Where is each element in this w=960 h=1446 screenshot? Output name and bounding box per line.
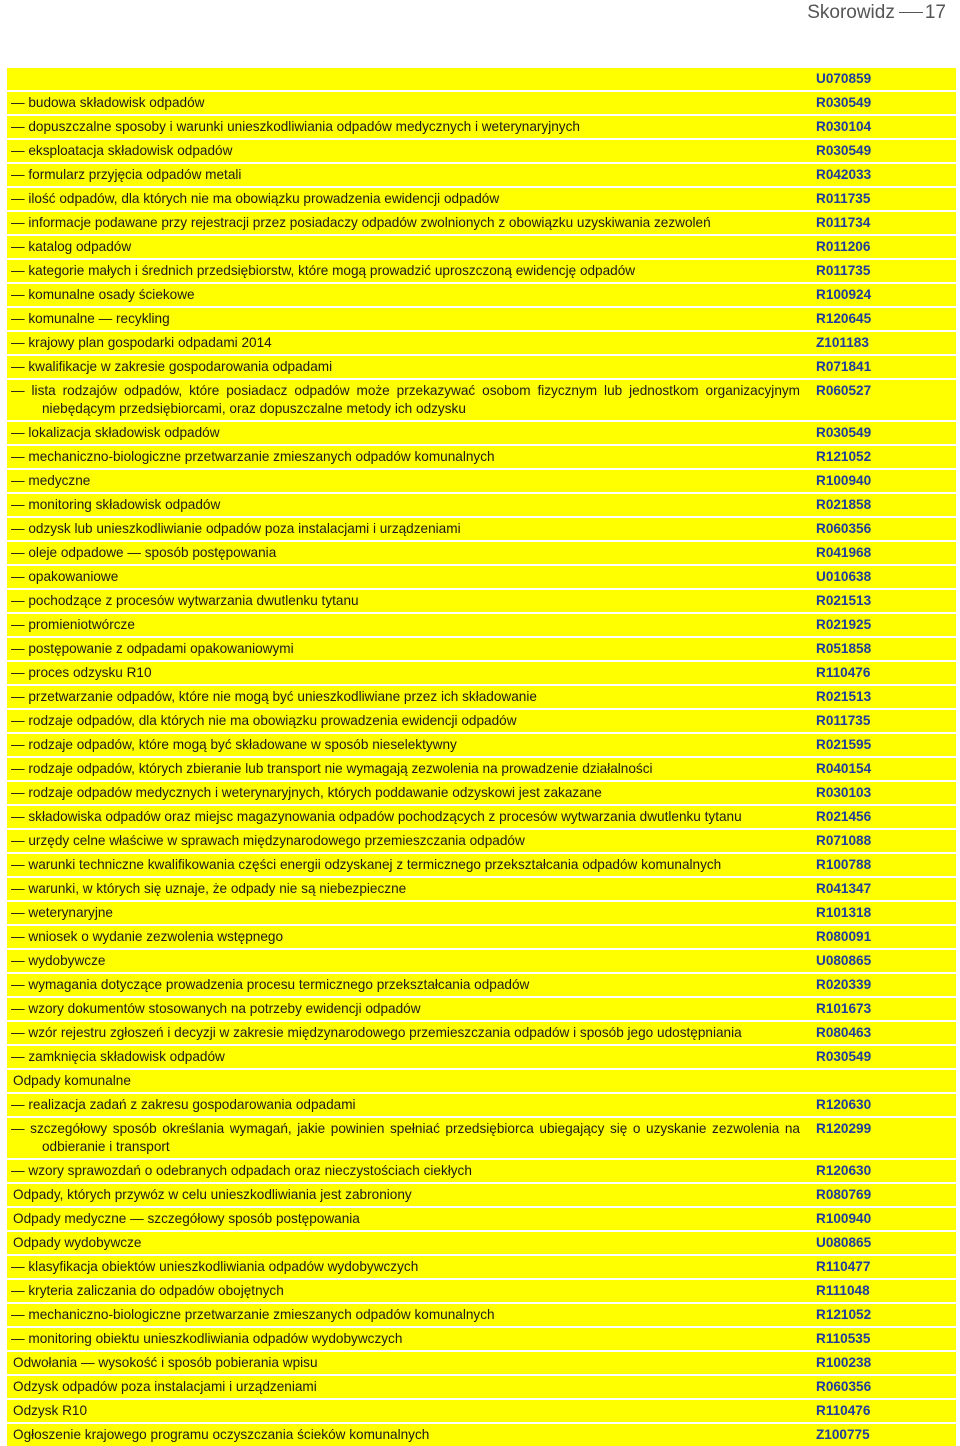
entry-text: Odpady medyczne — szczegółowy sposób postępowania xyxy=(13,1211,360,1226)
entry-reference-code: R030103 xyxy=(808,782,956,804)
entry-reference-code xyxy=(808,1070,956,1092)
entry-text: Odpady wydobywcze xyxy=(13,1235,142,1250)
index-subentry xyxy=(7,1256,808,1278)
page-header xyxy=(807,0,960,30)
entry-reference-code: R051858 xyxy=(808,638,956,660)
entry-text: Odzysk odpadów poza instalacjami i urządzeniami xyxy=(13,1379,317,1394)
index-subentry xyxy=(7,566,808,588)
entry-text: — katalog odpadów xyxy=(11,239,132,254)
entry-text: — eksploatacja składowisk odpadów xyxy=(11,143,233,158)
index-subentry xyxy=(7,212,808,234)
index-entry xyxy=(7,1184,808,1206)
index-subentry xyxy=(7,782,808,804)
entry-reference-code: R030549 xyxy=(808,422,956,444)
index-subentry xyxy=(7,1280,808,1302)
entry-text: — kwalifikacje w zakresie gospodarowania odpadami xyxy=(11,359,333,374)
entry-reference-code: R080091 xyxy=(808,926,956,948)
entry-text: — mechaniczno-biologiczne przetwarzanie zmieszanych odpadów komunalnych xyxy=(11,449,495,464)
index-subentry xyxy=(7,854,808,876)
entry-text: — monitoring składowisk odpadów xyxy=(11,497,221,512)
index-subentry xyxy=(7,926,808,948)
entry-text: — lista rodzajów odpadów, które posiadacz odpadów może przekazywać osobom fizycznym lub jednostkom organizacyjnym niebędącym przedsiębiorcami, oraz dopuszczalne metody ich odzysku xyxy=(11,383,800,416)
entry-reference-code: R120630 xyxy=(808,1094,956,1116)
entry-reference-code: R110477 xyxy=(808,1256,956,1278)
entry-text: — opakowaniowe xyxy=(11,569,119,584)
entry-reference-code: R071841 xyxy=(808,356,956,378)
index-subentry xyxy=(7,998,808,1020)
index-subentry xyxy=(7,974,808,996)
index-subentry xyxy=(7,1160,808,1182)
entry-text: — proces odzysku R10 xyxy=(11,665,152,680)
entry-text: Odwołania — wysokość i sposób pobierania wpisu xyxy=(13,1355,318,1370)
entry-reference-code: R041968 xyxy=(808,542,956,564)
entry-text: Odpady komunalne xyxy=(13,1073,131,1088)
entry-reference-code: Z100775 xyxy=(808,1424,956,1446)
entry-reference-code: R030549 xyxy=(808,92,956,114)
entry-reference-code: R011206 xyxy=(808,236,956,258)
entry-text: — szczegółowy sposób określania wymagań, jakie powinien spełniać przedsiębiorca ubiegający się o uzyskanie zezwolenia na odbieranie i transport xyxy=(11,1121,800,1154)
header-rule xyxy=(899,12,923,13)
entry-text: — rodzaje odpadów, dla których nie ma obowiązku prowadzenia ewidencji odpadów xyxy=(11,713,517,728)
entry-text: — monitoring obiektu unieszkodliwiania odpadów wydobywczych xyxy=(11,1331,403,1346)
entry-text: — kryteria zaliczania do odpadów obojętnych xyxy=(11,1283,284,1298)
index-entry xyxy=(7,68,808,90)
entry-reference-code: R111048 xyxy=(808,1280,956,1302)
index-subentry xyxy=(7,542,808,564)
index-subentry xyxy=(7,638,808,660)
index-entry xyxy=(7,1070,808,1092)
index-entry xyxy=(7,1400,808,1422)
index-subentry xyxy=(7,806,808,828)
index-subentry xyxy=(7,614,808,636)
index-subentry xyxy=(7,446,808,468)
entry-text: — realizacja zadań z zakresu gospodarowania odpadami xyxy=(11,1097,356,1112)
entry-text: — mechaniczno-biologiczne przetwarzanie zmieszanych odpadów komunalnych xyxy=(11,1307,495,1322)
index-subentry xyxy=(7,710,808,732)
entry-reference-code: R021595 xyxy=(808,734,956,756)
entry-reference-code: U070859 xyxy=(808,68,956,90)
entry-reference-code: U080865 xyxy=(808,950,956,972)
entry-reference-code: R110476 xyxy=(808,1400,956,1422)
entry-reference-code: R011734 xyxy=(808,212,956,234)
index-subentry xyxy=(7,518,808,540)
entry-text: — lokalizacja składowisk odpadów xyxy=(11,425,220,440)
entry-reference-code: R021513 xyxy=(808,686,956,708)
entry-reference-code: R041347 xyxy=(808,878,956,900)
entry-text: — oleje odpadowe — sposób postępowania xyxy=(11,545,277,560)
entry-reference-code: R110535 xyxy=(808,1328,956,1350)
index-subentry xyxy=(7,92,808,114)
index-entry xyxy=(7,1352,808,1374)
index-subentry xyxy=(7,1304,808,1326)
entry-text: — rodzaje odpadów, których zbieranie lub transport nie wymagają zezwolenia na prowadzenie działalności xyxy=(11,761,653,776)
index-subentry xyxy=(7,308,808,330)
entry-reference-code: U080865 xyxy=(808,1232,956,1254)
index-subentry xyxy=(7,116,808,138)
entry-text: — wzory dokumentów stosowanych na potrzeby ewidencji odpadów xyxy=(11,1001,421,1016)
entry-text: — komunalne — recykling xyxy=(11,311,170,326)
entry-text: — przetwarzanie odpadów, które nie mogą być unieszkodliwiane przez ich składowanie xyxy=(11,689,537,704)
index-subentry xyxy=(7,830,808,852)
index-subentry xyxy=(7,284,808,306)
index-subentry xyxy=(7,188,808,210)
entry-reference-code: R120299 xyxy=(808,1118,956,1158)
entry-text: — postępowanie z odpadami opakowaniowymi xyxy=(11,641,294,656)
entry-text: — wzór rejestru zgłoszeń i decyzji w zakresie międzynarodowego przemieszczania odpadów i sposób jego udostępniania xyxy=(11,1025,742,1040)
index-subentry xyxy=(7,332,808,354)
entry-text: — informacje podawane przy rejestracji przez posiadaczy odpadów zwolnionych z obowiązku uzyskiwania zezwoleń xyxy=(11,215,711,230)
entry-text: — medyczne xyxy=(11,473,91,488)
entry-reference-code: R060527 xyxy=(808,380,956,420)
entry-reference-code: R011735 xyxy=(808,710,956,732)
index-subentry xyxy=(7,902,808,924)
entry-reference-code: R100788 xyxy=(808,854,956,876)
entry-reference-code: R060356 xyxy=(808,1376,956,1398)
entry-text: — zamknięcia składowisk odpadów xyxy=(11,1049,225,1064)
entry-text: — kategorie małych i średnich przedsiębiorstw, które mogą prowadzić uproszczoną ewidencję odpadów xyxy=(11,263,636,278)
index-subentry xyxy=(7,950,808,972)
index-subentry xyxy=(7,1046,808,1068)
entry-text: — odzysk lub unieszkodliwianie odpadów poza instalacjami i urządzeniami xyxy=(11,521,461,536)
index-subentry xyxy=(7,356,808,378)
index-entry xyxy=(7,1376,808,1398)
entry-reference-code: R011735 xyxy=(808,188,956,210)
header-title: Skorowidz xyxy=(807,2,895,23)
index-subentry xyxy=(7,470,808,492)
index-entry xyxy=(7,1208,808,1230)
entry-text: — promieniotwórcze xyxy=(11,617,135,632)
index-subentry xyxy=(7,1094,808,1116)
entry-reference-code: R100940 xyxy=(808,1208,956,1230)
entry-text: — pochodzące z procesów wytwarzania dwutlenku tytanu xyxy=(11,593,359,608)
header-page-number: 17 xyxy=(924,2,946,23)
index-subentry xyxy=(7,1118,808,1158)
entry-text: Odzysk R10 xyxy=(13,1403,88,1418)
entry-text: Ogłoszenie krajowego programu oczyszczania ścieków komunalnych xyxy=(13,1427,430,1442)
entry-text: — warunki, w których się uznaje, że odpady nie są niebezpieczne xyxy=(11,881,407,896)
entry-reference-code: R021456 xyxy=(808,806,956,828)
entry-reference-code: R110476 xyxy=(808,662,956,684)
entry-reference-code: R071088 xyxy=(808,830,956,852)
entry-reference-code: U010638 xyxy=(808,566,956,588)
entry-reference-code: R011735 xyxy=(808,260,956,282)
entry-text: — wydobywcze xyxy=(11,953,106,968)
entry-text: — urzędy celne właściwe w sprawach międzynarodowego przemieszczania odpadów xyxy=(11,833,525,848)
index-entry xyxy=(7,1424,808,1446)
entry-text: — budowa składowisk odpadów xyxy=(11,95,205,110)
entry-text: — wzory sprawozdań o odebranych odpadach oraz nieczystościach ciekłych xyxy=(11,1163,472,1178)
entry-reference-code: Z101183 xyxy=(808,332,956,354)
entry-reference-code: R030549 xyxy=(808,1046,956,1068)
index-subentry xyxy=(7,878,808,900)
entry-text: — weterynaryjne xyxy=(11,905,113,920)
entry-reference-code: R120645 xyxy=(808,308,956,330)
entry-reference-code: R121052 xyxy=(808,446,956,468)
entry-text: — dopuszczalne sposoby i warunki unieszkodliwiania odpadów medycznych i weterynaryjnych xyxy=(11,119,580,134)
entry-text: — warunki techniczne kwalifikowania części energii odzyskanej z termicznego przekształcania odpadów komunalnych xyxy=(11,857,722,872)
entry-reference-code: R080769 xyxy=(808,1184,956,1206)
entry-text: — rodzaje odpadów medycznych i weterynaryjnych, których poddawanie odzyskowi jest zakazane xyxy=(11,785,602,800)
entry-reference-code: R021513 xyxy=(808,590,956,612)
index-subentry xyxy=(7,662,808,684)
entry-reference-code: R080463 xyxy=(808,1022,956,1044)
index-subentry xyxy=(7,1328,808,1350)
entry-text: — wymagania dotyczące prowadzenia procesu termicznego przekształcania odpadów xyxy=(11,977,530,992)
entry-reference-code: R021858 xyxy=(808,494,956,516)
entry-reference-code: R121052 xyxy=(808,1304,956,1326)
index-entry xyxy=(7,1232,808,1254)
index-subentry xyxy=(7,164,808,186)
entry-reference-code: R100238 xyxy=(808,1352,956,1374)
entry-reference-code: R021925 xyxy=(808,614,956,636)
index-subentry xyxy=(7,1022,808,1044)
entry-text: — rodzaje odpadów, które mogą być składowane w sposób nieselektywny xyxy=(11,737,457,752)
index-subentry xyxy=(7,590,808,612)
index-table xyxy=(7,68,956,1446)
index-subentry xyxy=(7,140,808,162)
entry-reference-code: R060356 xyxy=(808,518,956,540)
entry-reference-code: R042033 xyxy=(808,164,956,186)
entry-reference-code: R101673 xyxy=(808,998,956,1020)
entry-text: — komunalne osady ściekowe xyxy=(11,287,195,302)
entry-text: — klasyfikacja obiektów unieszkodliwiania odpadów wydobywczych xyxy=(11,1259,419,1274)
entry-reference-code: R120630 xyxy=(808,1160,956,1182)
entry-reference-code: R101318 xyxy=(808,902,956,924)
index-subentry xyxy=(7,236,808,258)
entry-text: Odpady, których przywóz w celu unieszkodliwiania jest zabroniony xyxy=(13,1187,412,1202)
entry-reference-code: R030104 xyxy=(808,116,956,138)
index-subentry xyxy=(7,494,808,516)
entry-reference-code: R020339 xyxy=(808,974,956,996)
index-subentry xyxy=(7,734,808,756)
index-subentry xyxy=(7,422,808,444)
entry-text: — ilość odpadów, dla których nie ma obowiązku prowadzenia ewidencji odpadów xyxy=(11,191,500,206)
entry-text: — krajowy plan gospodarki odpadami 2014 xyxy=(11,335,272,350)
entry-text: — składowiska odpadów oraz miejsc magazynowania odpadów pochodzących z procesów wytwarzania dwutlenku tytanu xyxy=(11,809,742,824)
index-subentry xyxy=(7,686,808,708)
entry-text: — wniosek o wydanie zezwolenia wstępnego xyxy=(11,929,284,944)
entry-reference-code: R100940 xyxy=(808,470,956,492)
entry-reference-code: R040154 xyxy=(808,758,956,780)
entry-reference-code: R030549 xyxy=(808,140,956,162)
index-subentry xyxy=(7,260,808,282)
entry-text: — formularz przyjęcia odpadów metali xyxy=(11,167,242,182)
index-subentry xyxy=(7,758,808,780)
entry-reference-code: R100924 xyxy=(808,284,956,306)
index-subentry xyxy=(7,380,808,420)
